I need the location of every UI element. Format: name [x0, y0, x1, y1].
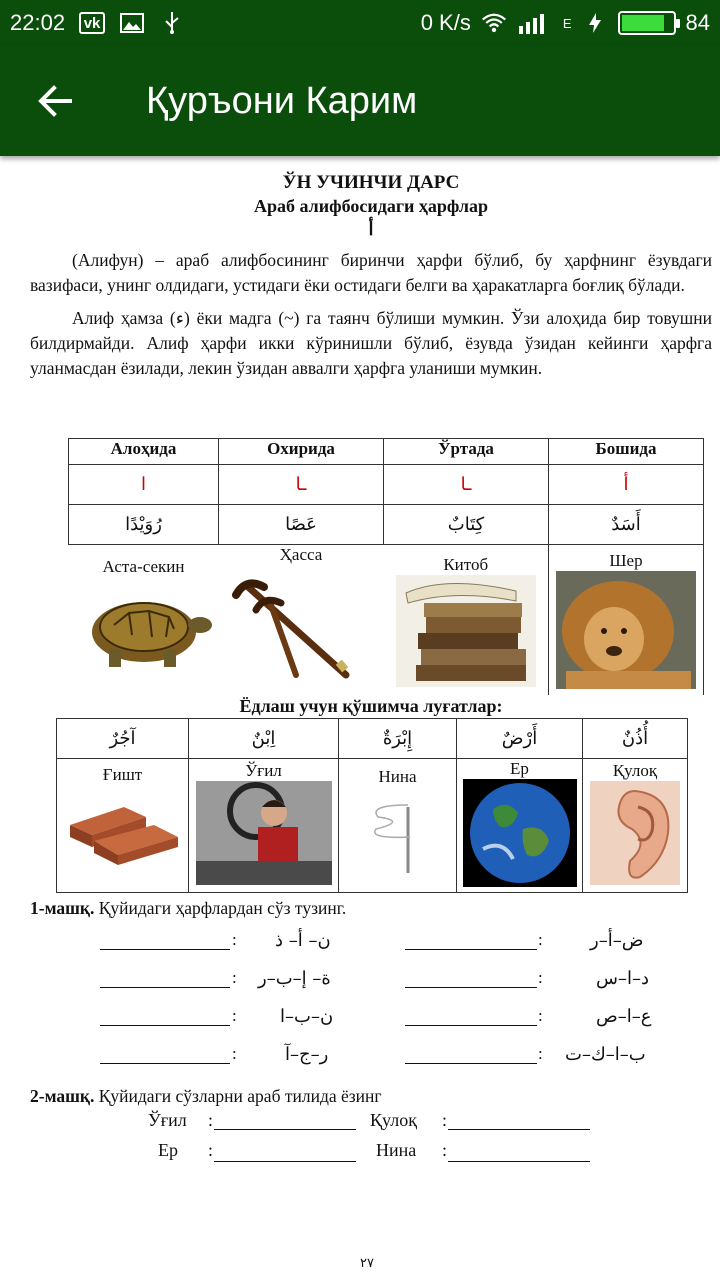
status-bar	[0, 0, 720, 46]
word-label: Ўғил	[148, 1110, 187, 1130]
exercise-row: : ن–ب–ا : ع–ا–ص	[30, 1006, 712, 1036]
exercise-row: : ة– إ–ب–ر : د–ا–س	[30, 968, 712, 998]
exercise-1-text: Қуйидаги ҳарфлардан сўз тузинг.	[98, 898, 347, 918]
exercise-2-text: Қуйидаги сўзларни араб тилида ёзинг	[98, 1086, 382, 1106]
answer-line[interactable]	[405, 1044, 537, 1064]
vocab-cell	[457, 759, 583, 893]
caption: Ҳасса	[279, 545, 323, 564]
word-label: Қулоқ	[370, 1110, 417, 1130]
exercise-1-heading	[30, 898, 346, 919]
answer-line[interactable]	[448, 1142, 590, 1162]
page-title: Қуръони Карим	[146, 79, 418, 122]
wifi-icon	[481, 12, 507, 34]
lesson-paragraph-1: (Алифун) – араб алифбосининг биринчи ҳарфи бўлиб, бу ҳарфнинг ёзувдаги вазифаси, унинг олдидаги, устидаги ёки остидаги белги ва ҳаракатларга боғлиқ бўлади.	[30, 250, 712, 295]
vocab-cell	[189, 759, 339, 893]
answer-line[interactable]	[405, 1006, 537, 1026]
letter-form: أ	[549, 465, 704, 505]
exercise-2-label: 2-машқ.	[30, 1086, 95, 1106]
exercise-row: : ر–ج–آ : ب–ا–ك–ت	[30, 1044, 712, 1074]
status-time: 22:02	[10, 10, 66, 35]
answer-line[interactable]	[405, 968, 537, 988]
header-cell: Бошида	[549, 439, 704, 465]
vocabulary-title: Ёдлаш учун қўшимча луғатлар:	[239, 696, 503, 716]
lesson-heading: ЎН УЧИНЧИ ДАРС	[282, 172, 460, 193]
battery-percent: 84	[685, 10, 710, 35]
vk-icon: vk	[79, 12, 105, 34]
arrow-left-icon[interactable]	[36, 81, 76, 121]
caption: Аста-секин	[102, 557, 185, 576]
caption: Қулоқ	[612, 761, 658, 780]
letters-right: ب–ا–ك–ت	[565, 1044, 646, 1065]
caption: Ўғил	[245, 761, 282, 780]
caption: Ғишт	[102, 765, 143, 784]
vocab-cell	[583, 759, 688, 893]
cane-picture	[226, 565, 376, 685]
caption: Нина	[378, 767, 417, 786]
vocab-arabic: أَرْضٌ	[457, 719, 583, 759]
answer-line[interactable]	[405, 930, 537, 950]
letter-form: ـا	[384, 465, 549, 505]
answer-line[interactable]	[100, 1006, 230, 1026]
picture-cell	[384, 545, 549, 695]
turtle-picture	[74, 577, 214, 677]
letter-forms-table	[68, 438, 704, 695]
letters-right: د–ا–س	[596, 968, 649, 989]
vocab-arabic: اِبْنٌ	[189, 719, 339, 759]
header-cell: Алоҳида	[69, 439, 219, 465]
letters-right: ض–أ–ر	[590, 930, 644, 951]
vocab-cell	[57, 759, 189, 893]
exercise-2-heading	[30, 1086, 382, 1107]
word-label: Ер	[158, 1140, 178, 1160]
example-word: عَصًا	[219, 505, 384, 545]
vocab-cell	[339, 759, 457, 893]
exercise-1-label: 1-машқ.	[30, 898, 95, 918]
boy-picture	[196, 781, 332, 885]
vocab-arabic: آجُرٌ	[57, 719, 189, 759]
page-number: ٢٧	[360, 1256, 374, 1271]
answer-line[interactable]	[214, 1110, 356, 1130]
caption: Ер	[510, 759, 529, 778]
letters-left: ن– أ– ذ	[275, 930, 331, 951]
bricks-picture	[64, 785, 182, 865]
usb-icon	[159, 12, 185, 34]
caption: Китоб	[443, 555, 489, 574]
picture-cell	[219, 545, 384, 695]
app-bar	[0, 46, 720, 156]
answer-line[interactable]	[214, 1142, 356, 1162]
header-cell: Охирида	[219, 439, 384, 465]
exercise-row: : ن– أ– ذ : ض–أ–ر	[30, 930, 712, 960]
lesson-subheading: Араб алифбосидаги ҳарфлар	[254, 196, 488, 216]
letters-left: ر–ج–آ	[285, 1044, 329, 1065]
vocab-arabic: أُذُنٌ	[583, 719, 688, 759]
answer-line[interactable]	[100, 930, 230, 950]
charging-icon	[582, 12, 608, 34]
lesson-paragraph-2: Алиф ҳамза (ء) ёки мадга (~) га таянч бўлиши мумкин. Ўзи алоҳида бир товушни билдирмайди. Алиф ҳарфи икки кўринишли бўлиб, ёзувда ўзидан кейинги ҳарфга уланмасдан ёзилади, лекин ўзидан аввалги ҳарфга уланиши мумкин.	[30, 308, 712, 378]
letter-form: ـا	[219, 465, 384, 505]
lion-picture	[556, 571, 696, 689]
ear-picture	[590, 781, 680, 885]
vocabulary-table	[56, 718, 688, 893]
example-word: رُوَيْدًا	[69, 505, 219, 545]
caption: Шер	[609, 551, 643, 570]
example-word: أَسَدٌ	[549, 505, 704, 545]
word-label: Нина	[376, 1140, 417, 1160]
book-page: ЎН УЧИНЧИ ДАРС Араб алифбосидаги ҳарфлар أ (Алифун) – араб алифбосининг биринчи ҳарфи бўлиб, бу ҳарфнинг ёзувдаги вазифаси, унинг олдидаги, устидаги ёки остидаги белги ва ҳаракатларга боғлиқ бўлади. Алиф ҳамза (ء) ёки мадга (~) га таянч бўлиши мумкин. Ўзи алоҳида бир товушни билдирмайди. Алиф ҳарфи икки кўринишли бўлиб, ёзувда ўзидан кейинги ҳарфга уланмасдан ёзилади, лекин ўзидан аввалги ҳарфга уланиши мумкин. Алоҳида Охирида Ўртада Бошида ا ـا ـا أ رُوَيْدًا عَصًا كِتَابٌ أَسَدٌ Аста-секин Ҳасса Китоб Шер Ёдлаш учун қўшимча луғатлар: آجُرٌ اِبْنٌ إِبْرَةٌ أَرْضٌ أُذُنٌ Ғишт Ўғил Нина Ер Қулоқ 1-машқ. Қуйидаги ҳарфлардан сўз тузинг. : ن– أ– ذ : ض–أ–ر : ة– إ–ب–ر : د–ا–س : ن–ب–ا : ع–ا–ص : ر–ج–آ : ب–ا–ك–ت 2-машқ. Қуйидаги сўзларни араб тилида ёзинг Ўғил : Қулоқ : Ер : Нина : ٢٧	[30, 172, 712, 1271]
letters-left: ن–ب–ا	[280, 1006, 334, 1027]
books-picture	[396, 575, 536, 687]
answer-line[interactable]	[100, 968, 230, 988]
lesson-letter: أ	[368, 219, 374, 240]
signal-icon	[517, 12, 553, 34]
letters-right: ع–ا–ص	[596, 1006, 652, 1027]
network-type: E	[562, 15, 572, 31]
picture-cell	[549, 545, 704, 695]
battery-icon	[618, 11, 676, 35]
picture-cell	[69, 545, 219, 695]
answer-line[interactable]	[100, 1044, 230, 1064]
letter-form: ا	[69, 465, 219, 505]
vocab-arabic: إِبْرَةٌ	[339, 719, 457, 759]
answer-line[interactable]	[448, 1110, 590, 1130]
status-speed: 0 K/s	[420, 10, 471, 35]
earth-picture	[463, 779, 577, 887]
letters-left: ة– إ–ب–ر	[258, 968, 331, 989]
exercise-2-row	[30, 1142, 712, 1172]
needle-picture	[348, 787, 448, 877]
header-cell: Ўртада	[384, 439, 549, 465]
image-icon	[119, 12, 145, 34]
example-word: كِتَابٌ	[384, 505, 549, 545]
